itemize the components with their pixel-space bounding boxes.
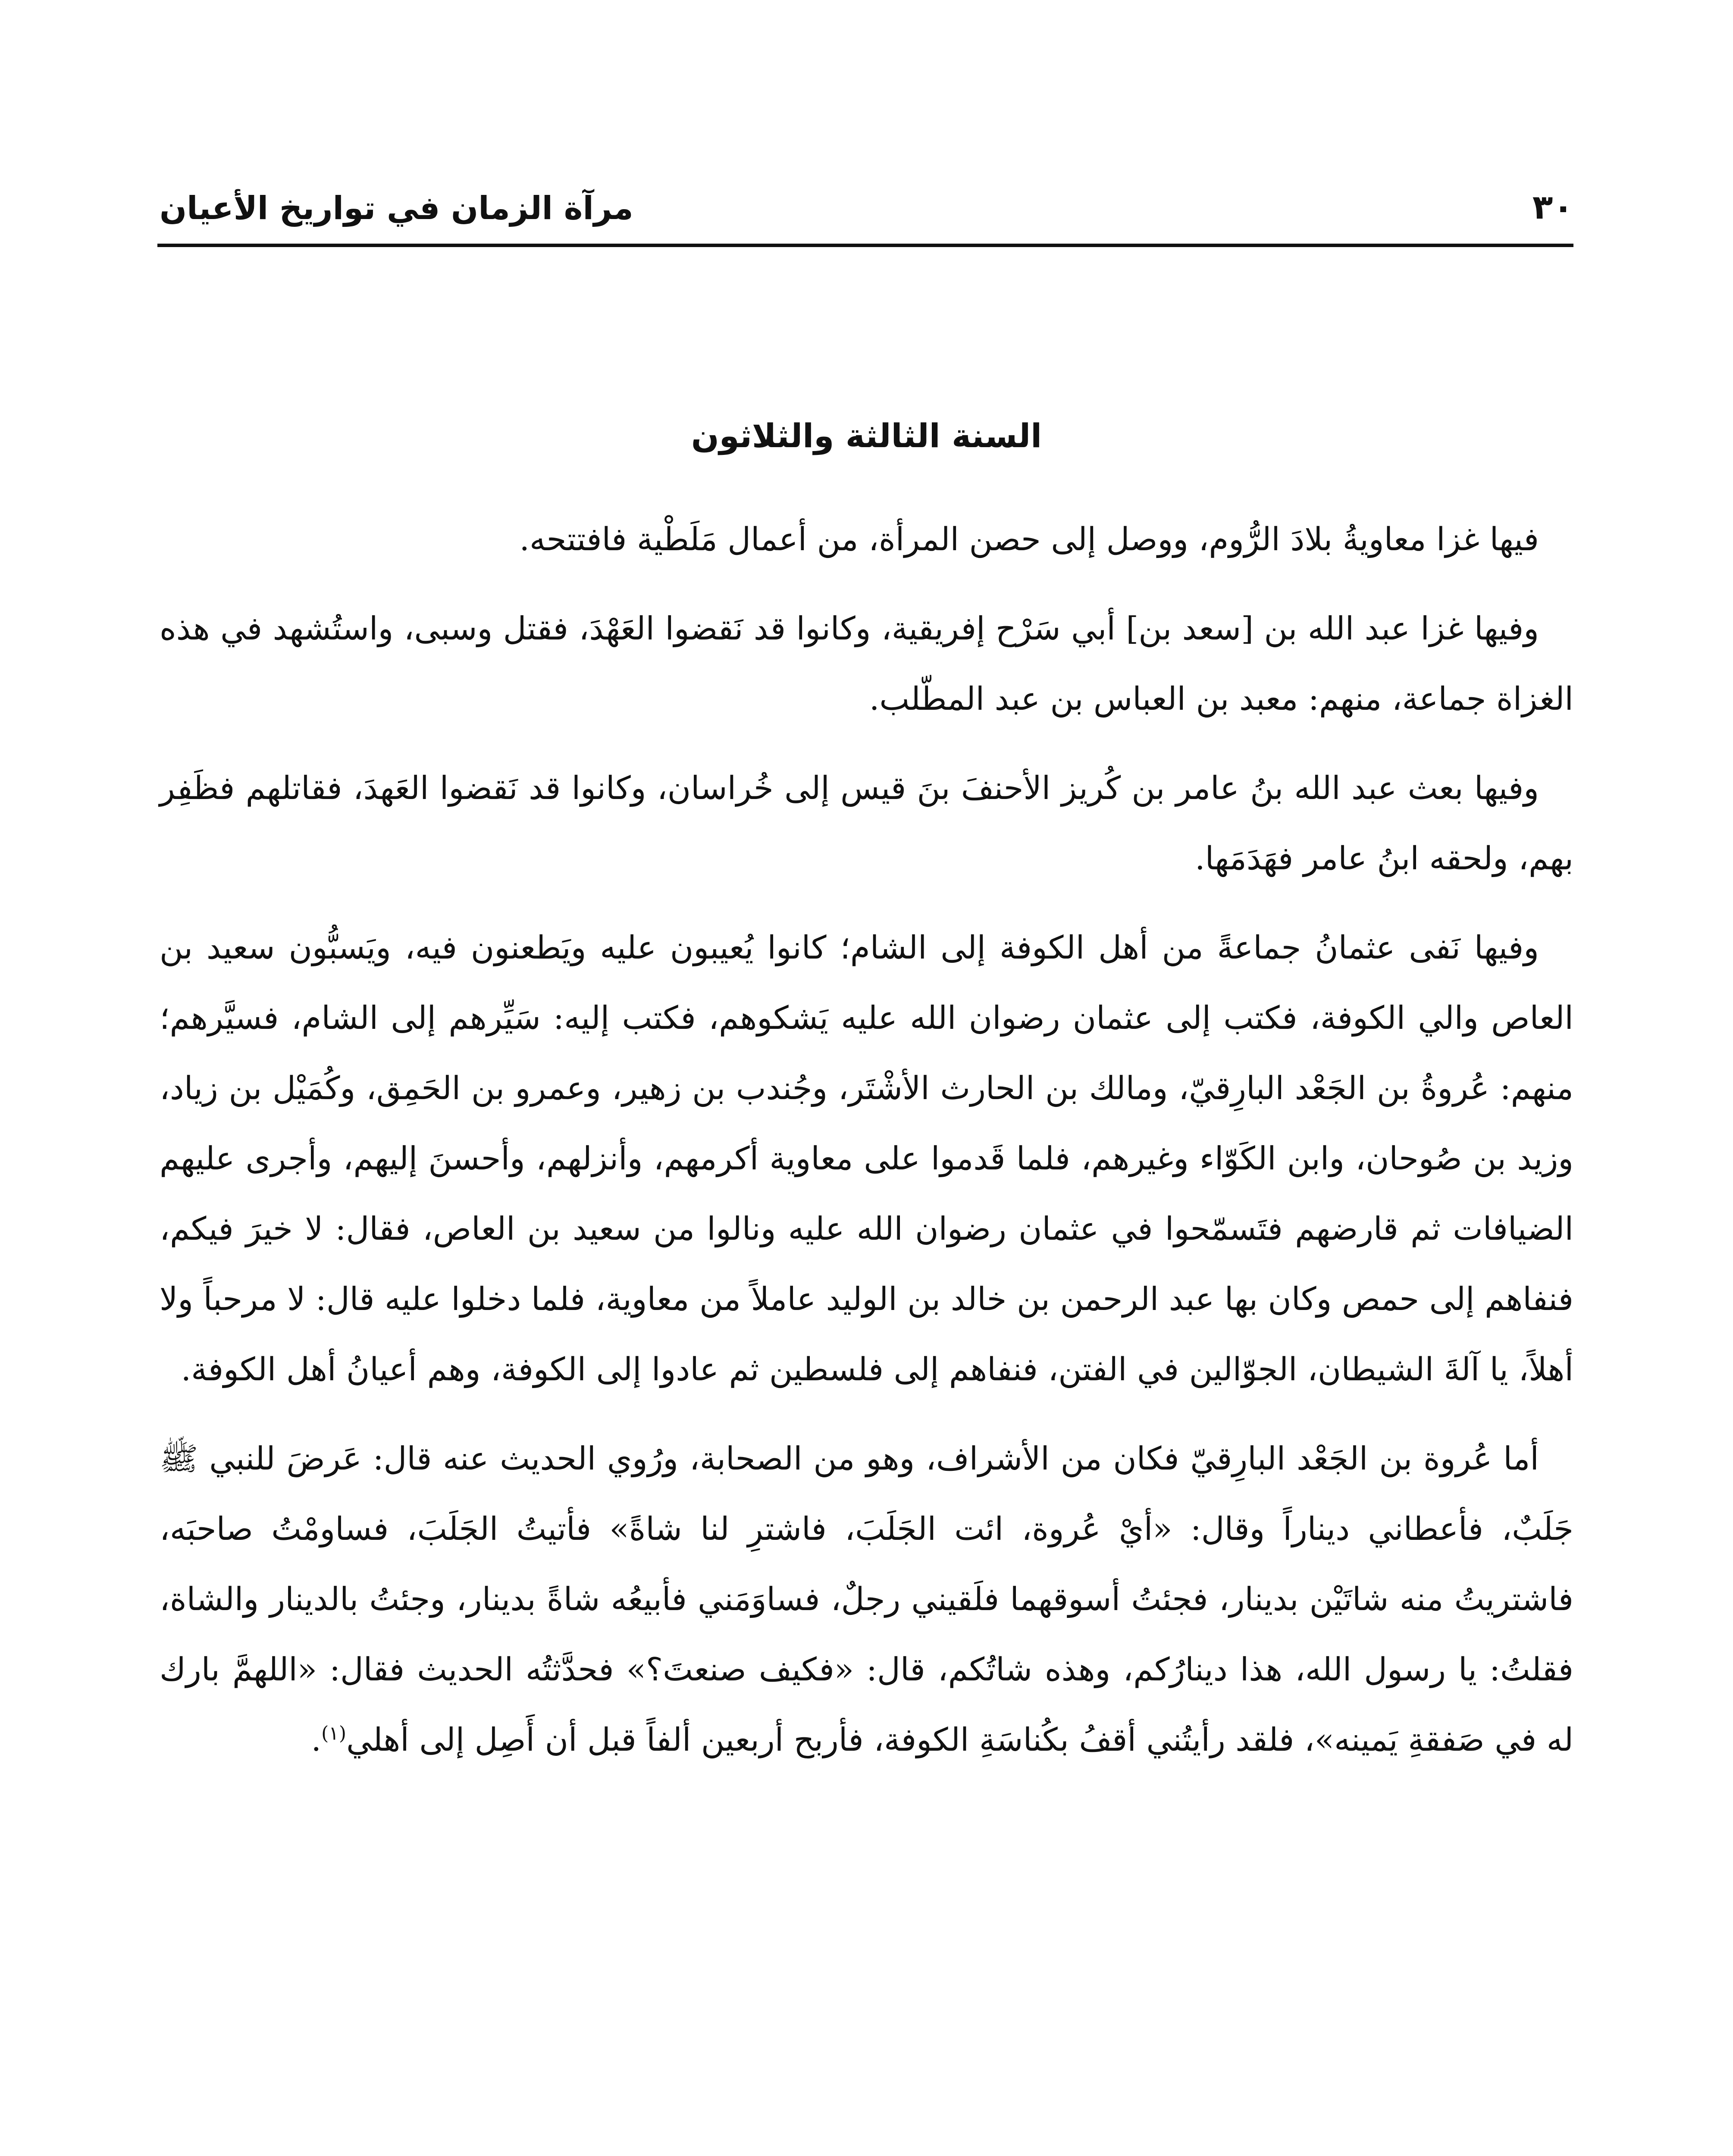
paragraph-text: أما عُروة بن الجَعْد البارِقيّ فكان من الأشراف، وهو من الصحابة، ورُوي الحديث عنه قال: عَرضَ للنبي ﷺ جَلَبٌ، فأعطاني ديناراً وقال: «أيْ عُروة، ائت الجَلَبَ، فاشترِ لنا شاةً» فأتيتُ الجَلَبَ، فساومْتُ صاحبَه، فاشتريتُ منه شاتَيْن بدينار، فجئتُ أسوقهما فلَقيني رجلٌ، فساوَمَني فأبيعُه شاةً بدينار، وجئتُ بالدينار والشاة، فقلتُ: يا رسول الله، هذا دينارُكم، وهذه شاتُكم، قال: «فكيف صنعتَ؟» فحدَّثتُه الحديث فقال: «اللهمَّ بارك له في صَفقةِ يَمينه»، فلقد رأيتُني أقفُ بكُناسَةِ الكوفة، فأربح أربعين ألفاً قبل أن أَصِل إلى أهلي (160, 1440, 1573, 1758)
body-text (160, 505, 1573, 1775)
paragraph: أما عُروة بن الجَعْد البارِقيّ فكان من الأشراف، وهو من الصحابة، ورُوي الحديث عنه قال: عَرضَ للنبي ﷺ جَلَبٌ، فأعطاني ديناراً وقال: «أيْ عُروة، ائت الجَلَبَ، فاشترِ لنا شاةً» فأتيتُ الجَلَبَ، فساومْتُ صاحبَه، فاشتريتُ منه شاتَيْن بدينار، فجئتُ أسوقهما فلَقيني رجلٌ، فساوَمَني فأبيعُه شاةً بدينار، وجئتُ بالدينار والشاة، فقلتُ: يا رسول الله، هذا دينارُكم، وهذه شاتُكم، قال: «فكيف صنعتَ؟» فحدَّثتُه الحديث فقال: «اللهمَّ بارك له في صَفقةِ يَمينه»، فلقد رأيتُني أقفُ بكُناسَةِ الكوفة، فأربح أربعين ألفاً قبل أن أَصِل إلى أهلي$^{(١)}$. (160, 1440, 1573, 1758)
footnote-reference: (١) (321, 1722, 347, 1745)
chapter-heading: السنة الثالثة والثلاثون (691, 417, 1042, 455)
header-divider (157, 244, 1573, 247)
book-title: مرآة الزمان في تواريخ الأعيان (160, 190, 633, 227)
paragraph: وفيها بعث عبد الله بنُ عامر بن كُريز الأحنفَ بنَ قيس إلى خُراسان، وكانوا قد نَقضوا العَهدَ، فقاتلهم فظَفِر بهم، ولحقه ابنُ عامر فهَدَمَها. (160, 770, 1573, 877)
paragraph: وفيها غزا عبد الله بن [سعد بن] أبي سَرْح إفريقية، وكانوا قد نَقضوا العَهْدَ، فقتل وسبى، واستُشهد في هذه الغزاة جماعة، منهم: معبد بن العباس بن عبد المطّلب. (160, 610, 1573, 718)
paragraph: فيها غزا معاويةُ بلادَ الرُّوم، ووصل إلى حصن المرأة، من أعمال مَلَطْية فافتتحه. (519, 521, 1539, 558)
paragraph: وفيها نَفى عثمانُ جماعةً من أهل الكوفة إلى الشام؛ كانوا يُعيبون عليه ويَطعنون فيه، ويَسبُّون سعيد بن العاص والي الكوفة، فكتب إلى عثمان رضوان الله عليه يَشكوهم، فكتب إليه: سَيِّرهم إلى الشام، فسيَّرهم؛ منهم: عُروةُ بن الجَعْد البارِقيّ، ومالك بن الحارث الأشْتَر، وجُندب بن زهير، وعمرو بن الحَمِق، وكُمَيْل بن زياد، وزيد بن صُوحان، وابن الكَوّاء وغيرهم، فلما قَدموا على معاوية أكرمهم، وأنزلهم، وأحسنَ إليهم، وأجرى عليهم الضيافات ثم قارضهم فتَسمّحوا في عثمان رضوان الله عليه ونالوا من سعيد بن العاص، فقال: لا خيرَ فيكم، فنفاهم إلى حمص وكان بها عبد الرحمن بن خالد بن الوليد عاملاً من معاوية، فلما دخلوا عليه قال: لا مرحباً ولا أهلاً، يا آلةَ الشيطان، الجوّالين في الفتن، فنفاهم إلى فلسطين ثم عادوا إلى الكوفة، وهم أعيانُ أهل الكوفة. (160, 929, 1574, 1388)
page-number: ٣٠ (1532, 188, 1573, 227)
running-header (160, 172, 1573, 227)
